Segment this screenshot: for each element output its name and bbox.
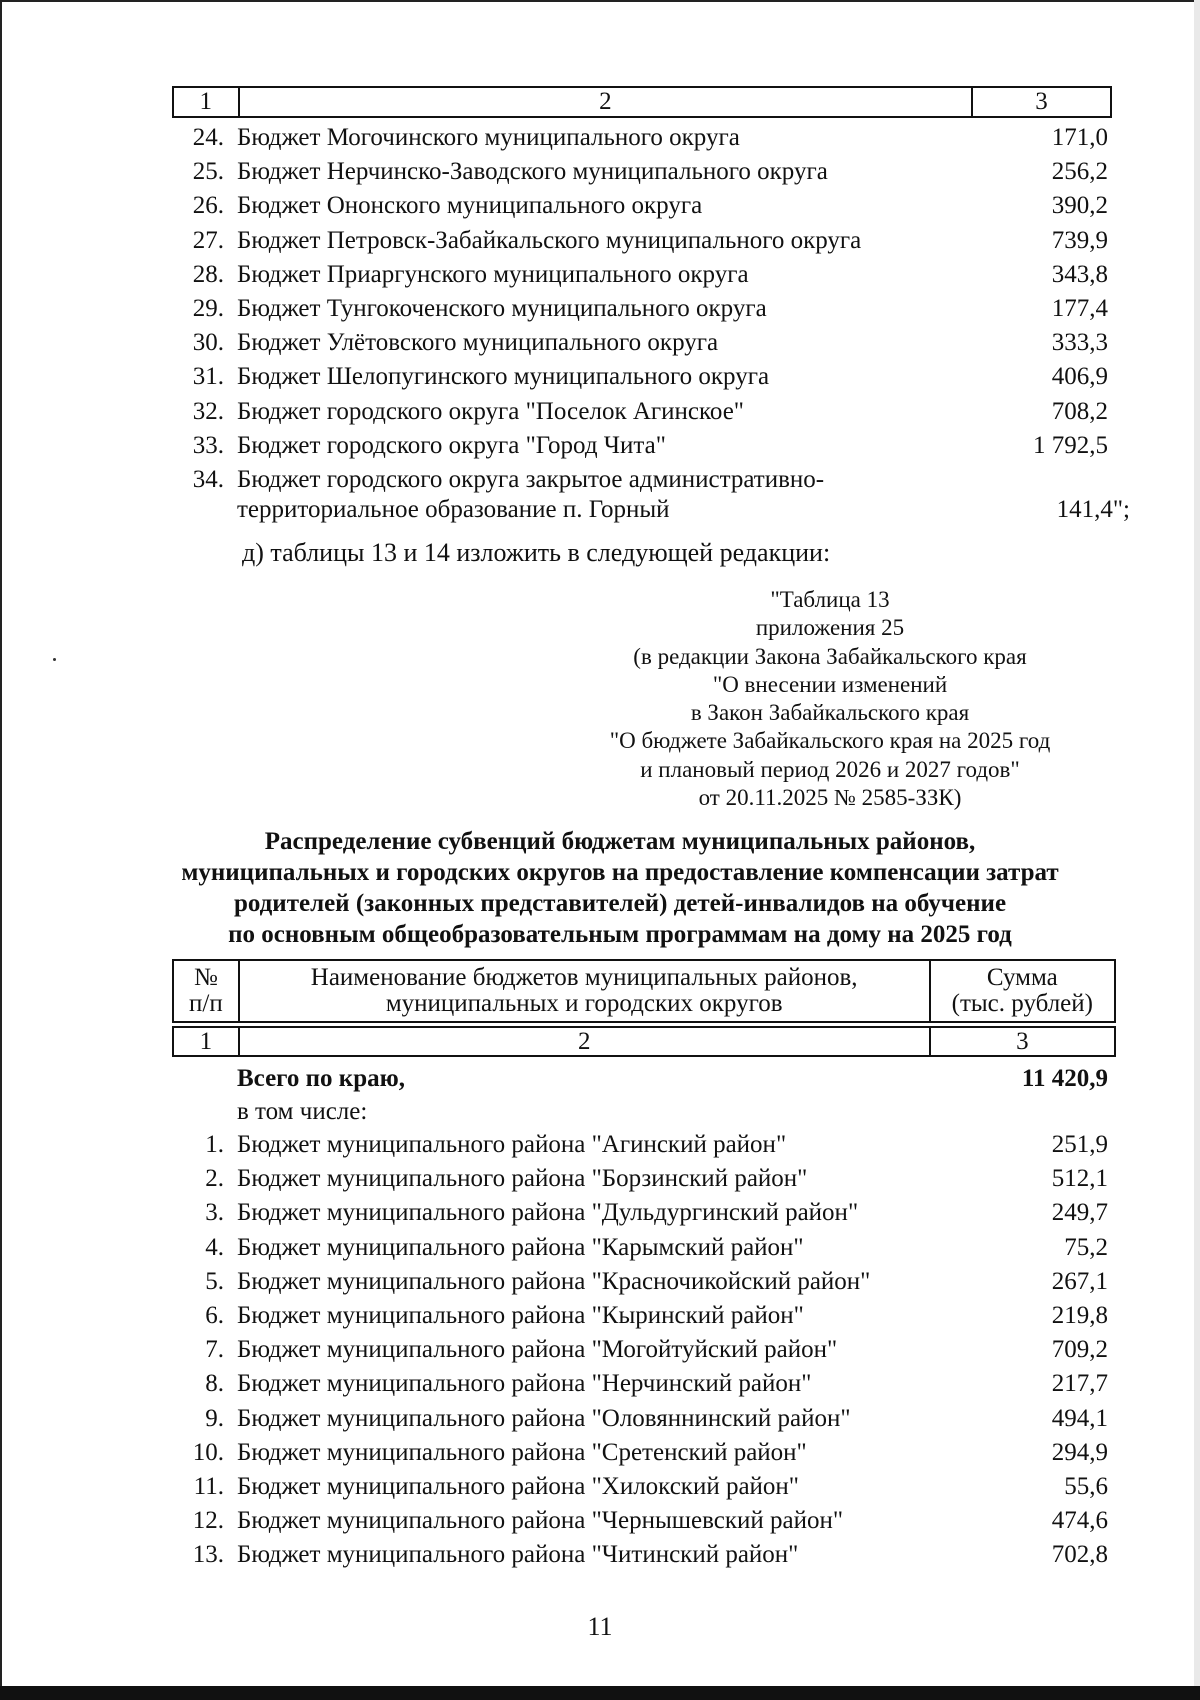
col-number-line2: п/п [189,990,223,1017]
row-value: 171,0 [1051,124,1108,151]
row-name: Бюджет муниципального района "Оловяннинский район" [237,1404,851,1432]
row-number: 13. [192,1541,224,1569]
row-number: 26. [192,192,224,220]
row-number: 29. [192,295,224,322]
row-value: 55,6 [1064,1473,1108,1500]
row-name: Бюджет муниципального района "Карымский район" [237,1233,804,1261]
row-value: 702,8 [1051,1541,1108,1569]
row-value: 494,1 [1051,1404,1108,1432]
row-number: 5. [205,1267,224,1295]
row-value: 217,7 [1051,1370,1108,1398]
row-value: 141,4"; [1056,496,1130,523]
row-number: 27. [192,226,224,254]
title-line: муниципальных и городских округов на предоставление компенсации затрат [181,859,1059,886]
annotation-line: "Таблица 13 [770,587,890,612]
table-13-header [172,959,1116,1023]
row-value: 219,8 [1051,1302,1108,1329]
col-number-line1: № [193,964,218,991]
annotation-line: (в редакции Закона Забайкальского края [633,643,1027,669]
table-13-column-numbers [172,1026,1116,1057]
row-name: Бюджет муниципального района "Чернышевский район" [237,1507,844,1535]
header-cell-1: 1 [173,87,239,117]
title-line: родителей (законных представителей) детей-инвалидов на обучение [233,890,1007,917]
header-cell-3: 3 [972,87,1111,117]
including-label: в том числе: [237,1098,368,1125]
row-name: Бюджет Петровск-Забайкальского муниципального округа [237,226,862,254]
row-name: Бюджет муниципального района "Кыринский район" [237,1302,804,1329]
row-number: 28. [192,260,224,288]
annotation-line: "О бюджете Забайкальского края на 2025 год [609,728,1051,754]
row-name: Бюджет муниципального района "Дульдургинский район" [237,1199,859,1227]
row-value: 294,9 [1051,1438,1108,1466]
row-number: 8. [205,1370,224,1398]
title-line: по основным общеобразовательным программам на дому на 2025 год [228,921,1012,948]
row-name: Бюджет Приаргунского муниципального округа [237,260,749,288]
annotation-line: приложения 25 [755,615,905,641]
row-number: 34. [192,466,224,493]
row-value: 390,2 [1051,192,1108,220]
row-name: Бюджет муниципального района "Борзинский район" [237,1165,808,1193]
row-name: Бюджет муниципального района "Нерчинский район" [237,1370,812,1398]
annotation-line: от 20.11.2025 № 2585-ЗЗК) [698,785,962,811]
row-value: 406,9 [1051,363,1108,391]
row-name: Бюджет муниципального района "Хилокский район" [237,1473,800,1500]
row-number: 24. [192,124,224,151]
row-value: 256,2 [1051,158,1108,186]
row-name: Бюджет муниципального района "Читинский район" [237,1541,799,1569]
col-name-line1: Наименование бюджетов муниципальных районов, [310,964,858,991]
row-name: Бюджет муниципального района "Сретенский район" [237,1438,807,1466]
row-number: 10. [192,1438,224,1466]
row-value: 249,7 [1051,1199,1108,1227]
row-number: 1. [205,1131,224,1158]
row-value: 709,2 [1051,1336,1108,1364]
row-value: 1 792,5 [1033,431,1108,459]
scan-border-right [1194,0,1200,1700]
header-cell-2: 2 [239,87,973,117]
scan-artifact [53,658,56,661]
annotation-line: и плановый период 2026 и 2027 годов" [640,756,1020,782]
row-number: 30. [192,329,224,357]
row-number: 12. [192,1507,224,1535]
row-number: 3. [205,1199,224,1227]
row-number: 11. [193,1473,224,1500]
row-number: 33. [192,431,224,459]
colnum-cell-1: 1 [173,1027,239,1056]
col-sum-line1: Сумма [986,964,1058,991]
col-name-header [239,960,930,1022]
table-13-title [130,826,1110,950]
row-name: Бюджет Нерчинско-Заводского муниципального округа [237,158,828,186]
row-name: Бюджет городского округа "Город Чита" [237,431,666,459]
col-name-line2: муниципальных и городских округов [385,990,783,1017]
row-number: 4. [205,1233,224,1261]
row-name: Бюджет Улётовского муниципального округа [237,329,719,357]
row-number: 9. [205,1404,224,1432]
title-line: Распределение субвенций бюджетам муниципальных районов, [264,828,976,855]
annotation-line: в Закон Забайкальского края [690,700,970,726]
row-name: Бюджет Тунгокоченского муниципального округа [237,295,767,322]
scan-border-top [0,0,1200,2]
total-label: Всего по краю, [237,1065,405,1092]
row-name: Бюджет Ононского муниципального округа [237,192,703,220]
row-name-line2: территориальное образование п. Горный [237,496,670,523]
row-name: Бюджет Могочинского муниципального округа [237,124,740,151]
row-value: 512,1 [1051,1165,1108,1193]
row-name-line1: Бюджет городского округа закрытое административно- [237,466,825,493]
row-value: 251,9 [1051,1131,1108,1158]
row-name: Бюджет муниципального района "Агинский район" [237,1131,787,1158]
col-sum-header [930,960,1115,1022]
annotation-line: "О внесении изменений [712,671,948,697]
scan-border-left [0,0,2,1700]
col-number-header [173,960,239,1022]
page-number: 11 [587,1612,613,1641]
row-value: 474,6 [1051,1507,1108,1535]
row-number: 7. [205,1336,224,1364]
top-table-header [172,86,1112,118]
scan-border-bottom [0,1686,1200,1700]
row-name: Бюджет Шелопугинского муниципального округа [237,363,770,391]
row-value: 177,4 [1051,295,1108,322]
col-sum-line2: (тыс. рублей) [951,990,1093,1017]
row-value: 267,1 [1051,1267,1108,1295]
colnum-cell-3: 3 [930,1027,1115,1056]
row-value: 333,3 [1051,329,1108,357]
colnum-cell-2: 2 [239,1027,930,1056]
row-name: Бюджет муниципального района "Могойтуйский район" [237,1336,838,1364]
table-13-annotation [580,586,1080,812]
row-number: 6. [205,1302,224,1329]
total-value: 11 420,9 [1021,1065,1108,1092]
row-value: 75,2 [1064,1233,1108,1261]
row-number: 25. [192,158,224,186]
row-value: 739,9 [1051,226,1108,254]
row-value: 343,8 [1051,260,1108,288]
row-number: 32. [192,397,224,425]
row-value: 708,2 [1051,397,1108,425]
row-name: Бюджет городского округа "Поселок Агинское" [237,397,744,425]
row-name: Бюджет муниципального района "Красночикойский район" [237,1267,871,1295]
row-number: 2. [205,1165,224,1193]
amendment-instruction: д) таблицы 13 и 14 изложить в следующей редакции: [242,538,831,567]
row-number: 31. [192,363,224,391]
